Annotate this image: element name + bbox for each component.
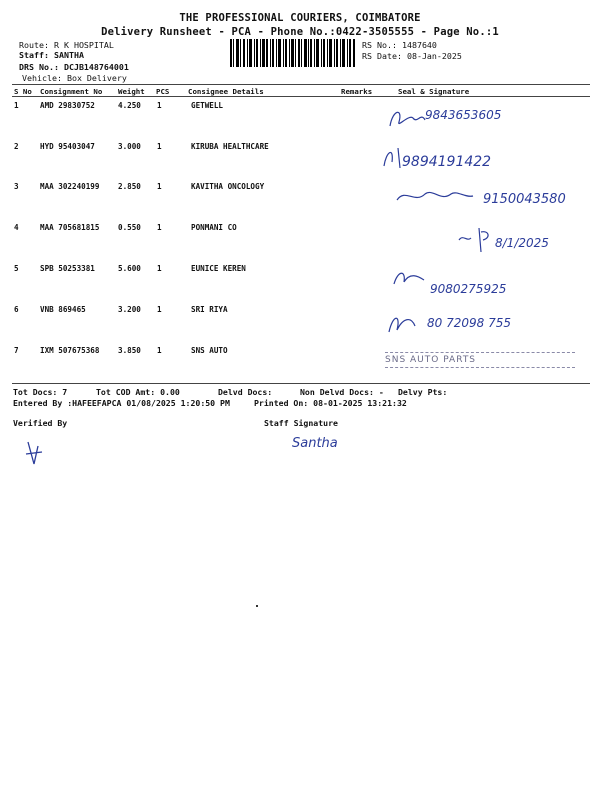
runsheet-subtitle: Delivery Runsheet - PCA - Phone No.:0422-3505555 - Page No.:1 bbox=[101, 26, 499, 38]
row-weight: 3.200 bbox=[118, 305, 141, 314]
col-consignment-header: Consignment No bbox=[40, 87, 103, 96]
row-sno: 4 bbox=[14, 223, 19, 232]
row-sno: 6 bbox=[14, 305, 19, 314]
barcode-image bbox=[230, 39, 355, 67]
non-delivered-docs: Non Delvd Docs: - bbox=[300, 387, 384, 397]
signature-text: 80 72098 755 bbox=[427, 316, 511, 330]
row-weight: 3.850 bbox=[118, 346, 141, 355]
delivery-points: Delvy Pts: bbox=[398, 387, 448, 397]
table-header-rule bbox=[12, 96, 590, 97]
signature-2 bbox=[380, 142, 540, 176]
col-seal-header: Seal & Signature bbox=[398, 87, 470, 96]
row-consignment: HYD 95403047 bbox=[40, 142, 95, 151]
col-remarks-header: Remarks bbox=[341, 87, 373, 96]
row-pcs: 1 bbox=[157, 223, 162, 232]
row-sno: 2 bbox=[14, 142, 19, 151]
table-top-rule bbox=[12, 84, 590, 85]
drs-number: DRS No.: DCJB148764001 bbox=[19, 62, 129, 72]
row-sno: 3 bbox=[14, 182, 19, 191]
col-consignee-header: Consignee Details bbox=[188, 87, 264, 96]
signature-text: 9894191422 bbox=[402, 154, 492, 170]
col-weight-header: Weight bbox=[118, 87, 145, 96]
row-consignment: MAA 705681815 bbox=[40, 223, 100, 232]
rs-number: RS No.: 1487640 bbox=[362, 40, 437, 50]
row-weight: 2.850 bbox=[118, 182, 141, 191]
staff-label: Staff: SANTHA bbox=[19, 50, 84, 60]
entered-by: Entered By :HAFEEFAPCA 01/08/2025 1:20:50 PM bbox=[13, 398, 230, 408]
row-consignee: SNS AUTO bbox=[191, 346, 228, 355]
row-consignee: EUNICE KEREN bbox=[191, 264, 246, 273]
stray-dot bbox=[256, 605, 258, 607]
row-pcs: 1 bbox=[157, 101, 162, 110]
row-consignment: IXM 507675368 bbox=[40, 346, 100, 355]
signature-6 bbox=[385, 308, 575, 342]
row-sno: 7 bbox=[14, 346, 19, 355]
signature-1 bbox=[385, 104, 535, 132]
row-consignee: SRI RIYA bbox=[191, 305, 228, 314]
stamp-text: SNS AUTO PARTS bbox=[385, 352, 575, 368]
row-pcs: 1 bbox=[157, 305, 162, 314]
signature-4 bbox=[455, 224, 575, 258]
signature-text: 9843653605 bbox=[425, 108, 502, 122]
company-title: THE PROFESSIONAL COURIERS, COIMBATORE bbox=[179, 12, 421, 24]
verified-by-label: Verified By bbox=[13, 418, 68, 428]
verifier-signature bbox=[24, 438, 46, 468]
row-pcs: 1 bbox=[157, 182, 162, 191]
signature-text: 9150043580 bbox=[483, 192, 566, 207]
row-sno: 5 bbox=[14, 264, 19, 273]
company-stamp bbox=[385, 352, 575, 382]
col-sno-header: S No bbox=[14, 87, 32, 96]
signature-scribble bbox=[455, 224, 495, 254]
row-pcs: 1 bbox=[157, 142, 162, 151]
table-bottom-rule bbox=[12, 383, 590, 384]
signature-scribble bbox=[385, 308, 425, 338]
signature-3 bbox=[395, 186, 590, 220]
staff-signature: Santha bbox=[292, 436, 338, 451]
staff-signature-label: Staff Signature bbox=[264, 418, 338, 428]
row-consignment: SPB 50253381 bbox=[40, 264, 95, 273]
row-consignment: VNB 869465 bbox=[40, 305, 86, 314]
total-docs: Tot Docs: 7 bbox=[13, 387, 68, 397]
signature-text: 9080275925 bbox=[430, 282, 507, 296]
row-weight: 5.600 bbox=[118, 264, 141, 273]
rs-date: RS Date: 08-Jan-2025 bbox=[362, 51, 462, 61]
row-weight: 4.250 bbox=[118, 101, 141, 110]
row-weight: 3.000 bbox=[118, 142, 141, 151]
row-pcs: 1 bbox=[157, 264, 162, 273]
signature-scribble bbox=[390, 266, 430, 290]
signature-text: 8/1/2025 bbox=[495, 236, 549, 250]
route-label: Route: R K HOSPITAL bbox=[19, 40, 114, 50]
row-consignee: KAVITHA ONCOLOGY bbox=[191, 182, 265, 191]
signature-scribble bbox=[395, 186, 475, 206]
row-weight: 0.550 bbox=[118, 223, 141, 232]
row-consignment: AMD 29830752 bbox=[40, 101, 95, 110]
printed-on: Printed On: 08-01-2025 13:21:32 bbox=[254, 398, 407, 408]
row-consignment: MAA 302240199 bbox=[40, 182, 100, 191]
row-sno: 1 bbox=[14, 101, 19, 110]
delivered-docs: Delvd Docs: bbox=[218, 387, 273, 397]
vehicle-label: Vehicle: Box Delivery bbox=[22, 73, 127, 83]
row-pcs: 1 bbox=[157, 346, 162, 355]
signature-5 bbox=[390, 266, 560, 300]
row-consignee: KIRUBA HEALTHCARE bbox=[191, 142, 269, 151]
row-consignee: GETWELL bbox=[191, 101, 224, 110]
col-pcs-header: PCS bbox=[156, 87, 170, 96]
row-consignee: PONMANI CO bbox=[191, 223, 237, 232]
total-cod-amount: Tot COD Amt: 0.00 bbox=[96, 387, 180, 397]
